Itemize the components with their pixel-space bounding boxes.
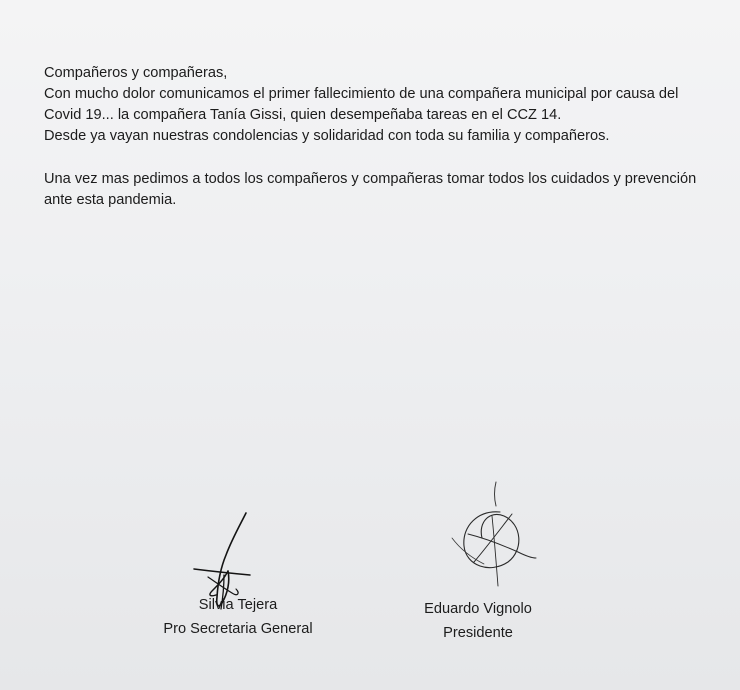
paragraph-gap — [44, 147, 704, 169]
paragraph-condolences: Desde ya vayan nuestras condolencias y solidaridad con toda su familia y compañeros. — [44, 128, 610, 144]
signatory-title: Presidente — [443, 625, 513, 641]
paragraph-announcement: Con mucho dolor comunicamos el primer fallecimiento de una compañera municipal por causa del Covid 19... la compañera Tanía Gissi, quien desempeñaba tareas en el CCZ 14. — [44, 86, 679, 123]
letter-body — [44, 63, 704, 211]
greeting: Compañeros y compañeras, — [44, 65, 228, 81]
signatory-name: Eduardo Vignolo — [424, 601, 532, 617]
signatory-title: Pro Secretaria General — [163, 621, 313, 637]
signatory-right — [378, 597, 578, 645]
handwritten-signature-icon — [438, 476, 548, 596]
signatory-name: Silvia Tejera — [198, 597, 278, 613]
paragraph-request: Una vez mas pedimos a todos los compañeros y compañeras tomar todos los cuidados y prevención ante esta pandemia. — [44, 171, 697, 208]
signatory-left — [138, 593, 338, 641]
